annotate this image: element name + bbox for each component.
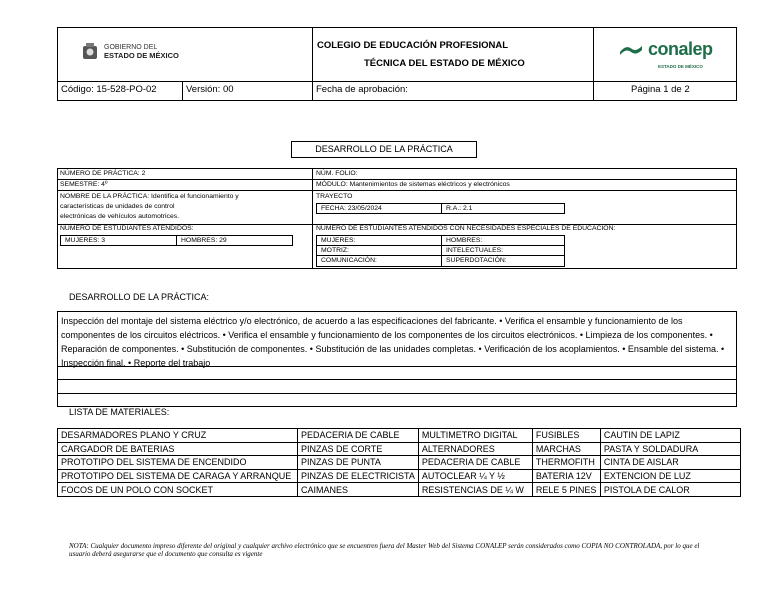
fecha: FECHA: 23/05/2024 bbox=[316, 203, 442, 214]
gobierno-edomex-logo bbox=[80, 42, 179, 62]
table-row bbox=[58, 429, 741, 443]
college-line1: COLEGIO DE EDUCACIÓN PROFESIONAL bbox=[317, 40, 509, 51]
nota-footer: NOTA: Cualquier documento impreso diferente del original y cualquier archivo electrónico que se encuentren fuera del Master Web del Sistema CONALEP serán considerados como COPIA NO CONTROLADA, por lo que el usuario deberá asegurarse que el documento que consulta es vigente bbox=[69, 542, 700, 558]
conalep-wordmark: conalep bbox=[648, 39, 713, 59]
table-cell: CAUTIN DE LAPIZ bbox=[600, 429, 740, 443]
table-cell: PINZAS DE ELECTRICISTA bbox=[298, 469, 419, 483]
fecha-aprobacion: Fecha de aprobación: bbox=[316, 84, 408, 95]
table-cell: PISTOLA DE CALOR bbox=[600, 483, 740, 497]
table-cell: PINZAS DE PUNTA bbox=[298, 456, 419, 470]
document-header bbox=[57, 27, 737, 101]
mujeres: MUJERES: 3 bbox=[60, 235, 177, 246]
table-cell: BATERIA 12V bbox=[532, 469, 600, 483]
desarrollo-text: Inspección del montaje del sistema eléctrico y/o electrónico, de acuerdo a las especificaciones del fabricante. • Verifica el ensamble y funcionamiento de los componentes de los circuitos eléctricos. • Verifica el ensamble y funcionamiento de los componentes de los circuitos electrónicos. • Limpieza de los componentes. • Reparación de componentes. • Substitución de componentes. • Substitución de las unidades completas. • Verificación de los acoplamientos. • Ensamble del sistema. • Inspección final. • Reporte del trabajo bbox=[61, 316, 725, 368]
materiales-heading: LISTA DE MATERIALES: bbox=[69, 407, 170, 417]
table-cell: MARCHAS bbox=[532, 442, 600, 456]
trayecto: TRAYECTO bbox=[316, 193, 353, 200]
table-cell: CARGADOR DE BATERIAS bbox=[58, 442, 298, 456]
table-cell: MULTIMETRO DIGITAL bbox=[418, 429, 532, 443]
table-cell: PINZAS DE CORTE bbox=[298, 442, 419, 456]
table-cell: PASTA Y SOLDADURA bbox=[600, 442, 740, 456]
nee-title: NÚMERO DE ESTUDIANTES ATENDIDOS CON NECESIDADES ESPECIALES DE EDUCACIÓN: bbox=[316, 225, 616, 232]
practice-info-table bbox=[57, 168, 737, 269]
nee-superdotacion: SUPERDOTACIÓN: bbox=[441, 255, 565, 267]
table-cell: DESARMADORES PLANO Y CRUZ bbox=[58, 429, 298, 443]
table-cell: PROTOTIPO DEL SISTEMA DE ENCENDIDO bbox=[58, 456, 298, 470]
conalep-subtitle: ESTADO DE MÉXICO bbox=[658, 64, 703, 69]
materiales-table bbox=[57, 428, 741, 497]
modulo: MÓDULO: Mantenimientos de sistemas eléctricos y electrónicos bbox=[316, 181, 510, 188]
conalep-swoosh-icon bbox=[618, 42, 644, 58]
semestre: SEMESTRE: 4º bbox=[60, 181, 108, 188]
table-cell: FOCOS DE UN POLO CON SOCKET bbox=[58, 483, 298, 497]
version: Versión: 00 bbox=[186, 84, 234, 95]
nee-comunicacion: COMUNICACIÓN: bbox=[316, 255, 442, 267]
table-cell: CAIMANES bbox=[298, 483, 419, 497]
nee-hombres: HOMBRES: bbox=[441, 235, 565, 246]
table-cell: RELE 5 PINES bbox=[532, 483, 600, 497]
table-cell: THERMOFITH bbox=[532, 456, 600, 470]
num-folio: NÚM. FOLIO: bbox=[316, 170, 358, 177]
ra: R.A.: 2.1 bbox=[441, 203, 565, 214]
pagina: Página 1 de 2 bbox=[631, 84, 690, 95]
nombre-practica-l3: electrónicas de vehículos automotrices. bbox=[60, 213, 180, 220]
table-cell: FUSIBLES bbox=[532, 429, 600, 443]
coat-of-arms-icon bbox=[80, 42, 100, 62]
num-estudiantes: NÚMERO DE ESTUDIANTES ATENDIDOS: bbox=[60, 225, 194, 232]
nombre-practica-l2: características de unidades de control bbox=[60, 203, 175, 210]
table-row bbox=[58, 469, 741, 483]
codigo: Código: 15-528-PO-02 bbox=[61, 84, 157, 95]
table-cell: PEDACERIA DE CABLE bbox=[418, 456, 532, 470]
section-title: DESARROLLO DE LA PRÁCTICA bbox=[291, 141, 477, 158]
desarrollo-box bbox=[57, 311, 737, 407]
college-line2: TÉCNICA DEL ESTADO DE MÉXICO bbox=[364, 58, 525, 69]
desarrollo-heading: DESARROLLO DE LA PRÁCTICA: bbox=[69, 292, 210, 302]
table-row bbox=[58, 483, 741, 497]
nombre-practica-l1: NOMBRE DE LA PRÁCTICA: Identifica el funcionamiento y bbox=[60, 193, 239, 200]
table-cell: CINTA DE AISLAR bbox=[600, 456, 740, 470]
hombres: HOMBRES: 29 bbox=[176, 235, 293, 246]
nee-motriz: MOTRIZ: bbox=[316, 245, 442, 256]
nee-intelectuales: INTELECTUALES: bbox=[441, 245, 565, 256]
table-row bbox=[58, 456, 741, 470]
table-cell: RESISTENCIAS DE ¼ W bbox=[418, 483, 532, 497]
table-cell: PROTOTIPO DEL SISTEMA DE CARAGA Y ARRANQUE bbox=[58, 469, 298, 483]
table-cell: EXTENCION DE LUZ bbox=[600, 469, 740, 483]
nee-mujeres: MUJERES: bbox=[316, 235, 442, 246]
table-cell: ALTERNADORES bbox=[418, 442, 532, 456]
table-cell: AUTOCLEAR ¼ Y ½ bbox=[418, 469, 532, 483]
table-cell: PEDACERIA DE CABLE bbox=[298, 429, 419, 443]
gob-line2: ESTADO DE MÉXICO bbox=[104, 50, 179, 60]
gob-line1: GOBIERNO DEL bbox=[104, 43, 158, 51]
numero-practica: NÚMERO DE PRÁCTICA: 2 bbox=[60, 170, 146, 177]
conalep-logo bbox=[618, 39, 713, 60]
table-row bbox=[58, 442, 741, 456]
